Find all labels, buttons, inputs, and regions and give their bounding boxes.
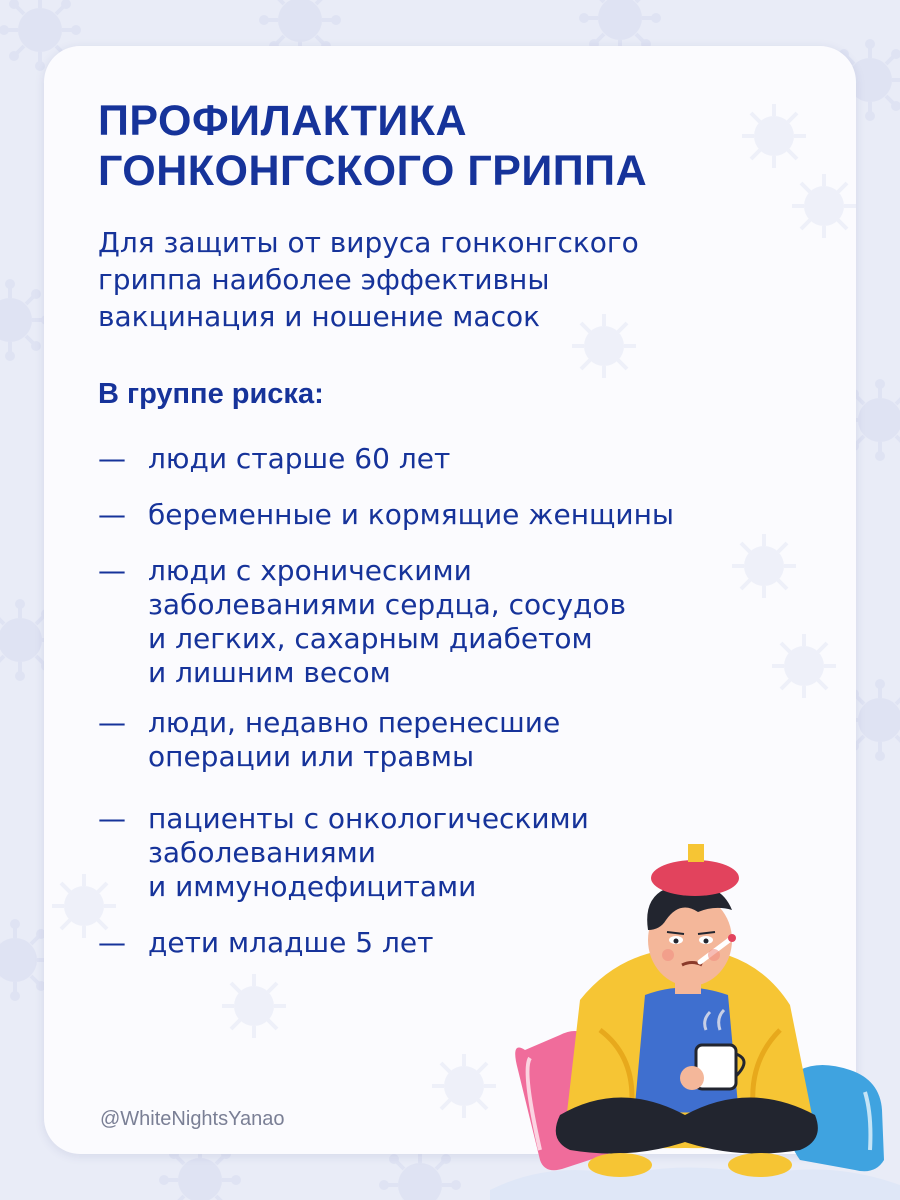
list-item [98,706,560,774]
intro-line: гриппа наиболее эффективны [98,263,550,296]
list-item [98,926,433,960]
dash-bullet: — [98,442,126,475]
dash-bullet: — [98,926,126,959]
list-item-line: дети младше 5 лет [148,926,434,959]
list-item-text [148,442,450,476]
title-line: ГОНКОНГСКОГО ГРИППА [98,147,648,195]
list-item-line: и иммунодефицитами [148,870,477,903]
list-item-line: заболеваниями [148,836,376,869]
dash-bullet: — [98,706,126,739]
list-item-text [148,554,626,690]
list-item-text [148,498,674,532]
dash-bullet: — [98,498,126,531]
dash-bullet: — [98,802,126,835]
list-item-line: операции или травмы [148,740,475,773]
intro-paragraph [98,224,778,335]
list-item-line: заболеваниями сердца, сосудов [148,588,627,621]
list-item [98,442,450,476]
risk-group-heading: В группе риска: [98,378,324,410]
list-item [98,554,626,690]
list-item-text [148,926,433,960]
list-item-text [148,706,560,774]
list-item-line: люди, недавно перенесшие [148,706,561,739]
dash-bullet: — [98,554,126,587]
list-item [98,498,674,532]
intro-line: вакцинация и ношение масок [98,300,541,333]
social-handle: @WhiteNightsYanao [100,1108,285,1130]
list-item-line: и лишним весом [148,656,391,689]
page-title [98,96,647,196]
list-item-line: люди старше 60 лет [148,442,451,475]
list-item-line: беременные и кормящие женщины [148,498,675,531]
list-item-line: люди с хроническими [148,554,472,587]
list-item-line: и легких, сахарным диабетом [148,622,593,655]
intro-line: Для защиты от вируса гонконгского [98,226,639,259]
list-item-line: пациенты с онкологическими [148,802,589,835]
title-line: ПРОФИЛАКТИКА [98,97,468,145]
sick-person-illustration [470,830,900,1200]
